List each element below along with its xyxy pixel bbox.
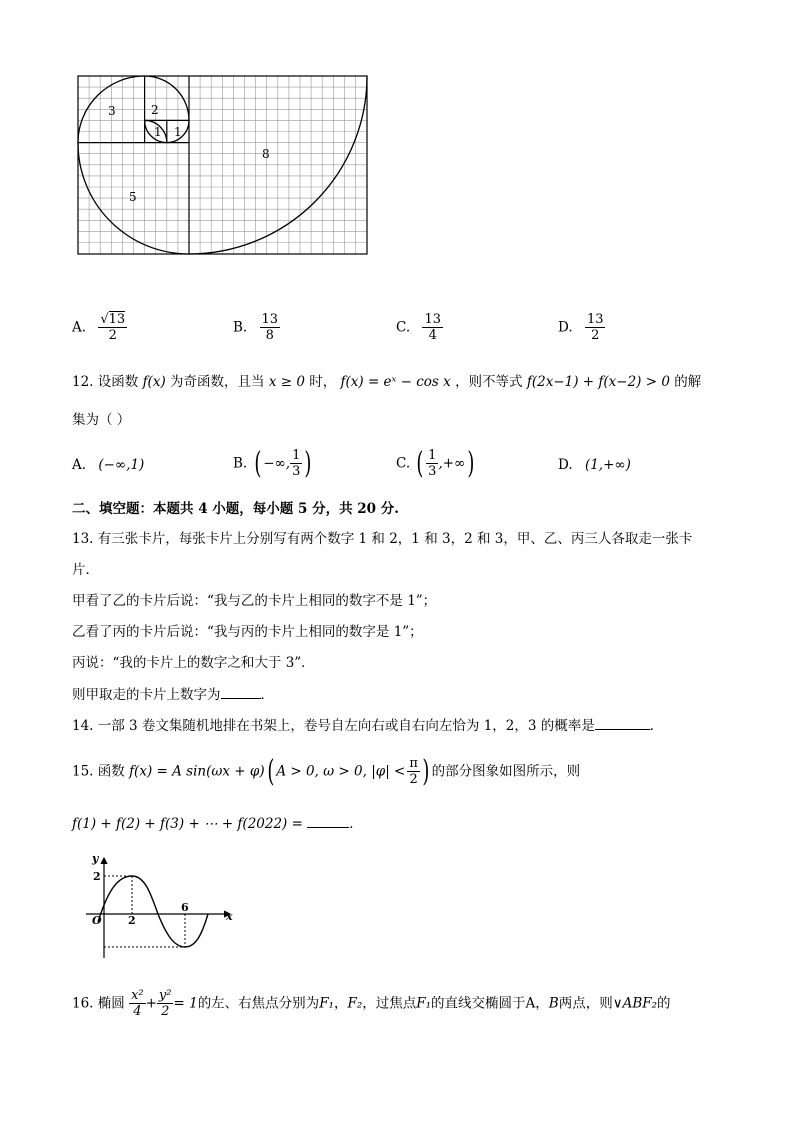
q16-stem: 16. 椭圆 $\frac{\text{x²}}{4}$ + $\frac{\text{y²}}{2}$ = 1的左、右焦点分别为F₁，F₂，过焦点F₁的直线交椭圆于A，B两点，则∨ABF₂的: [72, 988, 671, 1019]
q13-line5: 丙说：“我的卡片上的数字之和大于 3”．: [72, 655, 315, 671]
q12-option-b[interactable]: B. ( −∞, $\frac{1}{3}$ ): [233, 445, 312, 481]
option-label: C.: [396, 319, 411, 336]
sine-graph: [84, 850, 234, 960]
section-title: 二、填空题：本题共 4 小题，每小题 5 分，共 20 分.: [72, 501, 399, 517]
q13-line3: 甲看了乙的卡片后说：“我与乙的卡片上相同的数字不是 1”；: [72, 593, 437, 609]
sum-expr: f(1) + f(2) + f(3) + ⋯ + f(2022) =: [72, 816, 303, 832]
answer-blank[interactable]: [595, 717, 650, 730]
q13-line2: 片．: [72, 562, 99, 578]
denominator: 8: [265, 328, 274, 343]
q14-stem: 14. 一部 3 卷文集随机地排在书架上，卷号自左向右或自右向左恰为 1，2，3 的概率是 ．: [72, 718, 664, 734]
label-1a: 1: [154, 125, 162, 139]
function-expr: f(x) = A sin(ωx + φ): [129, 763, 265, 780]
q11-option-c[interactable]: [396, 312, 443, 343]
fx: f(x): [142, 374, 166, 390]
radicand: 13: [108, 312, 126, 327]
sine-curve: [98, 876, 208, 947]
label-5: 5: [129, 190, 137, 204]
inequality: f(2x−1) + f(x−2) > 0: [526, 374, 670, 390]
definition: f(x) = eˣ − cos x: [340, 374, 451, 390]
denominator: 2: [591, 328, 600, 343]
conditions: A > 0, ω > 0, |φ| <: [276, 763, 406, 780]
label-8: 8: [262, 147, 270, 161]
condition: x ≥ 0: [268, 374, 305, 390]
x-tick-2: 2: [128, 914, 136, 927]
q12-stem-line1: 12. 设函数 f(x) 为奇函数，且当 x ≥ 0 时， f(x) = eˣ − cos x ，则不等式 f(2x−1) + f(x−2) > 0 的解: [72, 374, 702, 390]
answer-blank[interactable]: [221, 686, 261, 699]
q11-option-d[interactable]: [558, 312, 605, 343]
q15-stem-line2: f(1) + f(2) + f(3) + ⋯ + f(2022) = ．: [72, 816, 363, 832]
q12-option-a[interactable]: A. (−∞,1): [72, 457, 145, 473]
option-label: D.: [558, 319, 573, 336]
q12-option-c[interactable]: C. ( $\frac{1}{3}$ ,+∞): [396, 445, 475, 481]
q13-line6: 则甲取走的卡片上数字为 ．: [72, 687, 274, 703]
option-label: A.: [72, 319, 87, 336]
numerator: 13: [424, 312, 441, 327]
label-3: 3: [108, 104, 116, 118]
denominator: 2: [108, 328, 117, 343]
x-tick-6: 6: [181, 901, 189, 914]
golden-spiral-figure: [70, 70, 375, 260]
q11-option-b[interactable]: [233, 312, 280, 343]
q12-stem-line2: 集为（ ）: [72, 412, 131, 428]
q13-line1: 13. 有三张卡片，每张卡片上分别写有两个数字 1 和 2，1 和 3，2 和 3，甲、乙、丙三人各取走一张卡: [72, 531, 693, 547]
numerator: 13: [261, 312, 279, 327]
q13-line4: 乙看了丙的卡片后说：“我与丙的卡片上相同的数字是 1”；: [72, 624, 423, 640]
denominator: 4: [428, 328, 437, 343]
sqrt-symbol: √: [100, 312, 109, 327]
y-tick-2: 2: [93, 870, 101, 883]
q12-option-d[interactable]: D. (1,+∞): [558, 457, 631, 473]
x-axis-label: x: [226, 910, 233, 923]
label-2: 2: [151, 103, 159, 117]
grid-lines: [78, 76, 367, 254]
answer-blank[interactable]: [307, 815, 349, 828]
y-axis-label: y: [92, 852, 99, 865]
label-1b: 1: [174, 125, 182, 139]
q11-option-a[interactable]: [72, 312, 127, 343]
q15-stem-line1: 15. 函数 f(x) = A sin(ωx + φ)( A > 0, ω > 0, |φ| < $\frac{\pi}{2}$ ) 的部分图象如图所示，则: [72, 753, 581, 789]
origin-label: O: [92, 914, 102, 927]
numerator: 13: [586, 312, 604, 327]
option-label: B.: [233, 319, 248, 336]
